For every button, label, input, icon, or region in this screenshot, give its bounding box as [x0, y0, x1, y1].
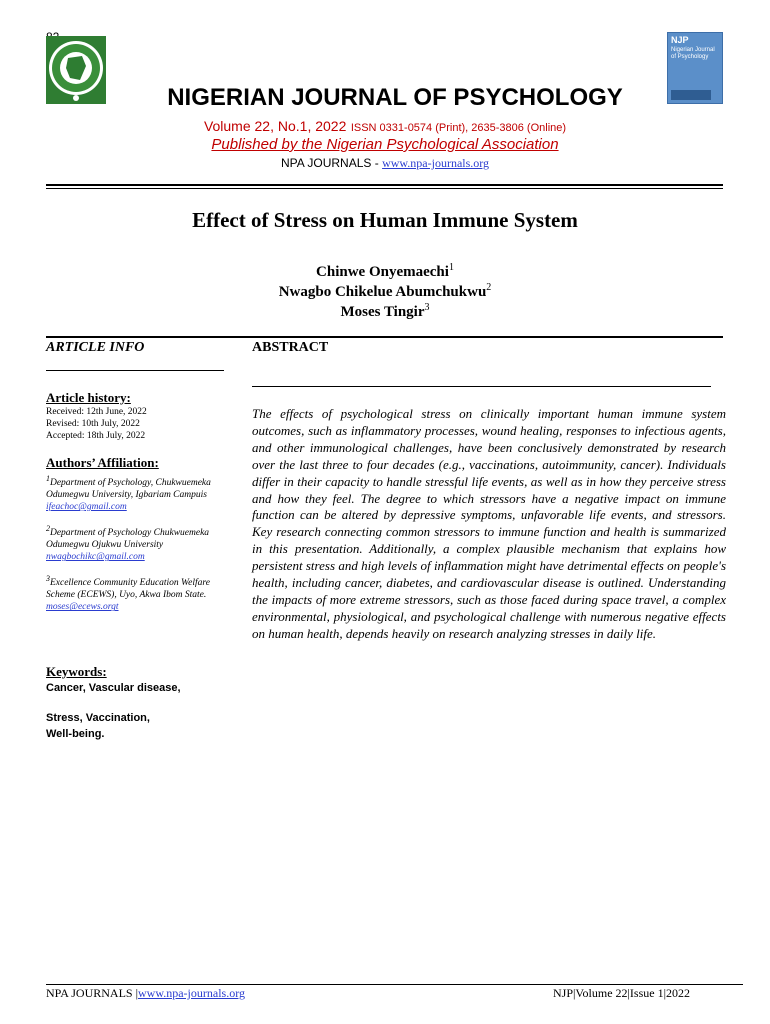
author-1: Chinwe Onyemaechi$^1$	[316, 262, 454, 280]
author-2: Nwagbo Chikelue Abumchukwu$^2$	[278, 282, 492, 300]
header-divider-top	[46, 184, 723, 186]
email-link-3[interactable]: moses@ecews.orgt	[46, 602, 119, 613]
abstract-text: The effects of psychological stress on clinically important human immune system outcomes, such as inflammatory processes, wound healing, responses to infectious agents, and other immunological challenges, have been conclusively demonstrated by research over the last three to four decades (e.g., vaccinations, autoimmunity, cancer). Individuals differ in their capacity to handle stressful life events, as well as in how they perceive stress and how they feel. The degree to which stressors have a negative impact on immune function can be altered by depressive symptoms, unfavorable life events, and stressors. Key research connecting common stressors to immune function and health is summarized in this presentation. Additionally, a complex plausible mechanism that explains how persistent stress and high levels of inflammation might have detrimental effects on people's health, including cancer, diabetes, and cardiovascular disease is outlined. Understanding the impacts of more extreme stressors, such as those faced during space travel, a complex environmental, physiological, and psychological challenge with numerous negative effects on human health, depends heavily on research analyzing stresses in daily life.	[252, 406, 726, 641]
paper-title: Effect of Stress on Human Immune System	[192, 208, 578, 232]
footer-divider	[46, 984, 743, 985]
email-link-2[interactable]: nwagbochikc@gmail.com	[46, 552, 145, 563]
header-divider-bottom	[46, 188, 723, 189]
keywords-line-1: Cancer, Vascular disease,	[46, 682, 181, 694]
received-date: Received: 12th June, 2022	[46, 407, 147, 417]
affiliation-2: $^2$Department of Psychology Chukwuemeka Odumegwu Ojukwu University nwagbochikc@gmail.com	[46, 524, 210, 563]
footer-journal-link[interactable]: www.npa-journals.org	[138, 986, 245, 1000]
author-3: Moses Tingir$^3$	[340, 302, 430, 320]
npa-journals-link[interactable]: www.npa-journals.org	[382, 156, 490, 170]
volume-line	[0, 118, 770, 136]
footer-left: NPA JOURNALS |www.npa-journals.org	[46, 986, 245, 1000]
article-history	[46, 390, 236, 442]
affiliation-3: $^3$Excellence Community Education Welfare Scheme (ECEWS), Uyo, Akwa Ibom State. moses@ecews.orgt	[46, 574, 210, 613]
issn-info: ISSN 0331-0574 (Print), 2635-3806 (Online)	[350, 122, 567, 134]
npa-journals-line: NPA JOURNALS - www.npa-journals.org	[280, 156, 490, 170]
keywords-heading: Keywords:	[46, 664, 107, 679]
abstract-underline	[252, 386, 711, 387]
revised-date: Revised: 10th July, 2022	[46, 419, 140, 429]
publisher-line: Published by the Nigerian Psychological Association	[211, 136, 559, 153]
affiliation-heading: Authors’ Affiliation:	[46, 455, 159, 470]
keywords-section	[46, 664, 236, 742]
article-info-underline	[46, 370, 224, 371]
keywords-line-2: Stress, Vaccination,	[46, 712, 150, 724]
article-info-heading: ARTICLE INFO	[46, 340, 145, 355]
affiliation-1: $^1$Department of Psychology, Chukwuemeka Odumegwu University, Igbariam Campuis ifeachoc@gmail.com	[46, 474, 211, 513]
volume-info: Volume 22, No.1, 2022	[203, 118, 347, 134]
abstract-heading: ABSTRACT	[252, 340, 329, 355]
footer-issue-info: NJP|Volume 22|Issue 1|2022	[553, 986, 690, 1000]
journal-title: NIGERIAN JOURNAL OF PSYCHOLOGY	[167, 84, 623, 111]
history-heading: Article history:	[46, 390, 131, 405]
authors-affiliation	[46, 455, 236, 613]
keywords-line-3: Well-being.	[46, 728, 105, 740]
accepted-date: Accepted: 18th July, 2022	[46, 431, 146, 441]
email-link-1[interactable]: ifeachoc@gmail.com	[46, 502, 127, 513]
journal-cover-thumbnail: NJP Nigerian Journal of Psychology	[667, 32, 723, 104]
article-info-divider	[46, 336, 723, 338]
